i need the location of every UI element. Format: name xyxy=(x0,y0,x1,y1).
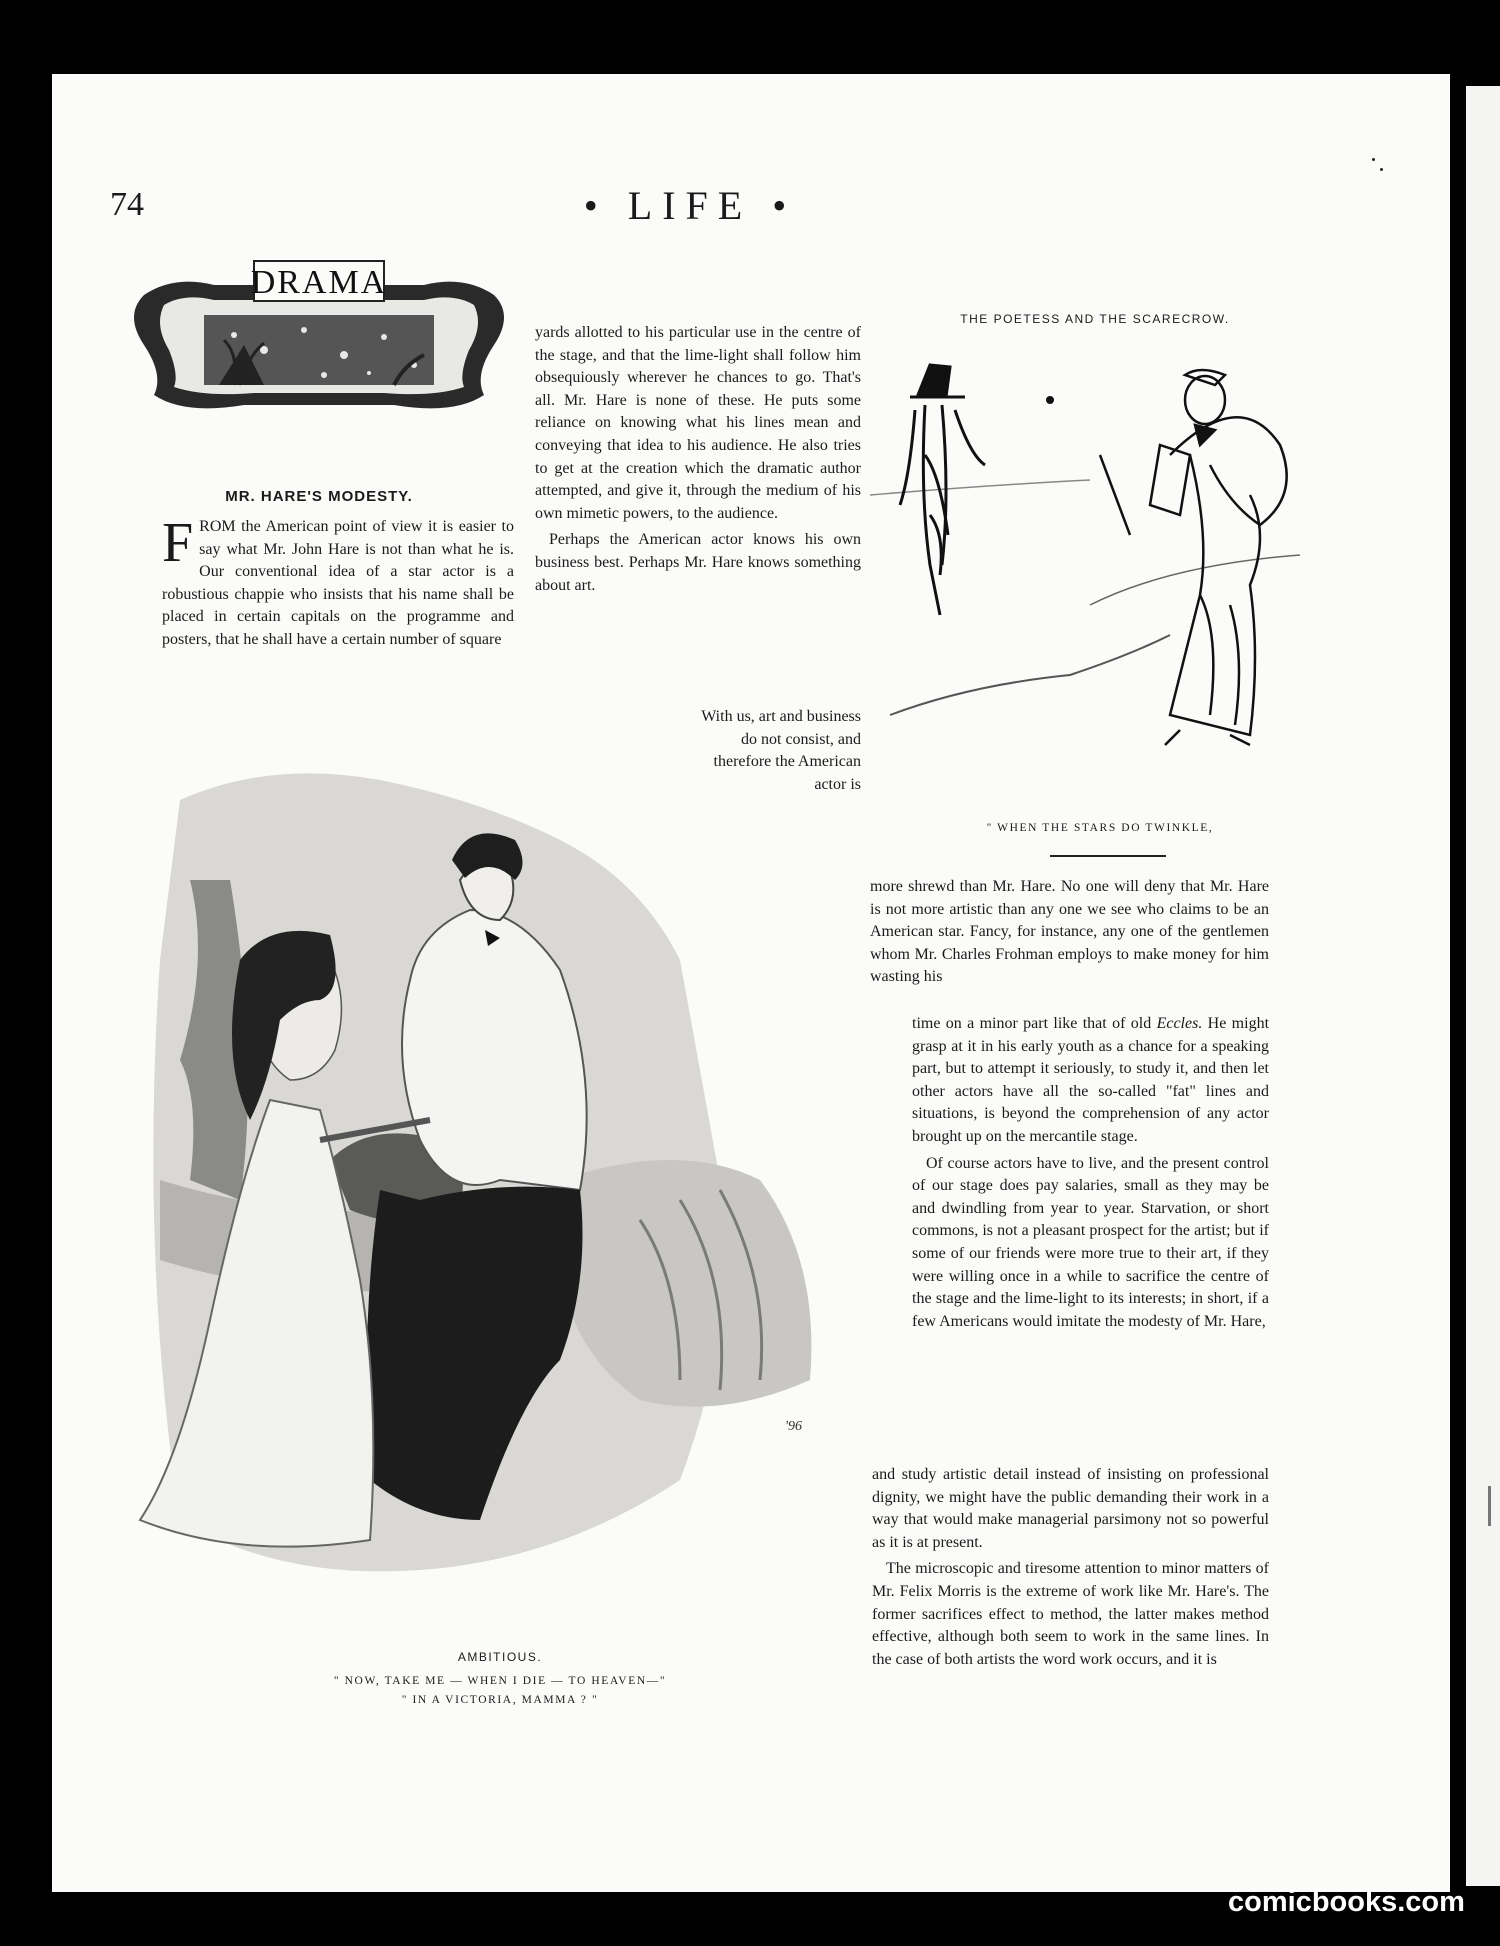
drop-cap: F xyxy=(162,512,194,574)
paragraph: and study artistic detail instead of insisting on professional dignity, we might have the public demanding their work in a way that would make managerial parsimony not so powerful as it is at present. xyxy=(872,1466,1269,1551)
paragraph-text: He might grasp at it in his early youth as a chance for a speaking part, but to attempt it seriously, to study it, and then let other actors have all the so-called "fat" lines and situations, is beyond the comprehension of any actor brought up on the mercantile stage. xyxy=(912,1015,1270,1145)
paragraph xyxy=(162,512,514,652)
watermark: comicbooks.com xyxy=(1228,1886,1465,1918)
dust-speck xyxy=(1372,158,1375,161)
illustration-title: AMBITIOUS. xyxy=(457,1650,543,1664)
article-title: MR. HARE'S MODESTY. xyxy=(225,488,413,505)
drama-banner-label: DRAMA xyxy=(250,264,388,301)
italic-text: Eccles. xyxy=(1156,1015,1203,1032)
masthead-title: • LIFE • xyxy=(583,183,797,228)
artist-signature: '96 xyxy=(785,1419,802,1434)
paragraph: Of course actors have to live, and the present control of our stage does pay salaries, small as they may be and dwindling from year to year. Starvation, or short commons, is not a pleasant prospect for the artist; but if some of our friends were more true to their art, if they were willing once in a while to sacrifice the centre of the stage and the lime-light to its interests; in short, if a few Americans would imitate the modesty of Mr. Hare, xyxy=(912,1154,1269,1330)
mother-child-illustration xyxy=(120,760,900,1640)
dust-speck xyxy=(1380,168,1383,171)
cartoon-caption: " WHEN THE STARS DO TWINKLE, xyxy=(986,822,1214,834)
article-column-3-indented xyxy=(912,1013,1269,1337)
illustration-caption-line-2: " IN A VICTORIA, MAMMA ? " xyxy=(401,1694,599,1706)
column-rule xyxy=(1050,855,1166,857)
paragraph: yards allotted to his particular use in the centre of the stage, and that the lime-light shall follow him obsequiously wherever he chances to go. That's all. Mr. Hare is none of these. He puts some reliance on knowing what his lines mean and conveying that idea to his audience. He also tries to get at the creation which the dramatic author attempted, and give it, through the medium of his own mimetic powers, to the audience. xyxy=(535,324,861,522)
edge-mark xyxy=(1488,1486,1491,1526)
page-number: 74 xyxy=(110,186,144,223)
paragraph: The microscopic and tiresome attention to minor matters of Mr. Felix Morris is the extreme of work like Mr. Hare's. The former sacrifices effect to method, the latter makes method effective, although both seem to work in the same lines. In the case of both artists the word work occurs, and it is xyxy=(872,1560,1269,1668)
paragraph-text: time on a minor part like that of old xyxy=(912,1015,1152,1032)
article-column-1 xyxy=(162,512,514,656)
illustration-caption-line-1: " NOW, TAKE ME — WHEN I DIE — TO HEAVEN—" xyxy=(333,1675,667,1687)
article-column-3-bottom xyxy=(872,1464,1269,1675)
paragraph: With us, art and business do not consist, and therefore the American actor is xyxy=(701,708,861,793)
article-column-2 xyxy=(535,322,861,601)
article-column-3-top xyxy=(870,876,1269,993)
paragraph: Perhaps the American actor knows his own business best. Perhaps Mr. Hare knows something about art. xyxy=(535,531,861,594)
drama-section-banner xyxy=(124,255,514,415)
paragraph xyxy=(912,1013,1269,1149)
paragraph-text: ROM the American point of view it is easier to say what Mr. John Hare is not than what he is. Our conventional idea of a star actor is a robustious chappie who insists that his name shall be placed in certain capitals on the programme and posters, that he shall have a certain number of square xyxy=(162,518,514,648)
adjacent-page-edge xyxy=(1466,86,1500,1886)
paragraph: more shrewd than Mr. Hare. No one will deny that Mr. Hare is not more artistic than any one we see who claims to be an American star. Fancy, for instance, any one of the gentlemen whom Mr. Charles Frohman employs to make money for him wasting his xyxy=(870,878,1269,986)
poetess-scarecrow-cartoon xyxy=(870,335,1320,805)
cartoon-title: THE POETESS AND THE SCARECROW. xyxy=(960,312,1230,326)
